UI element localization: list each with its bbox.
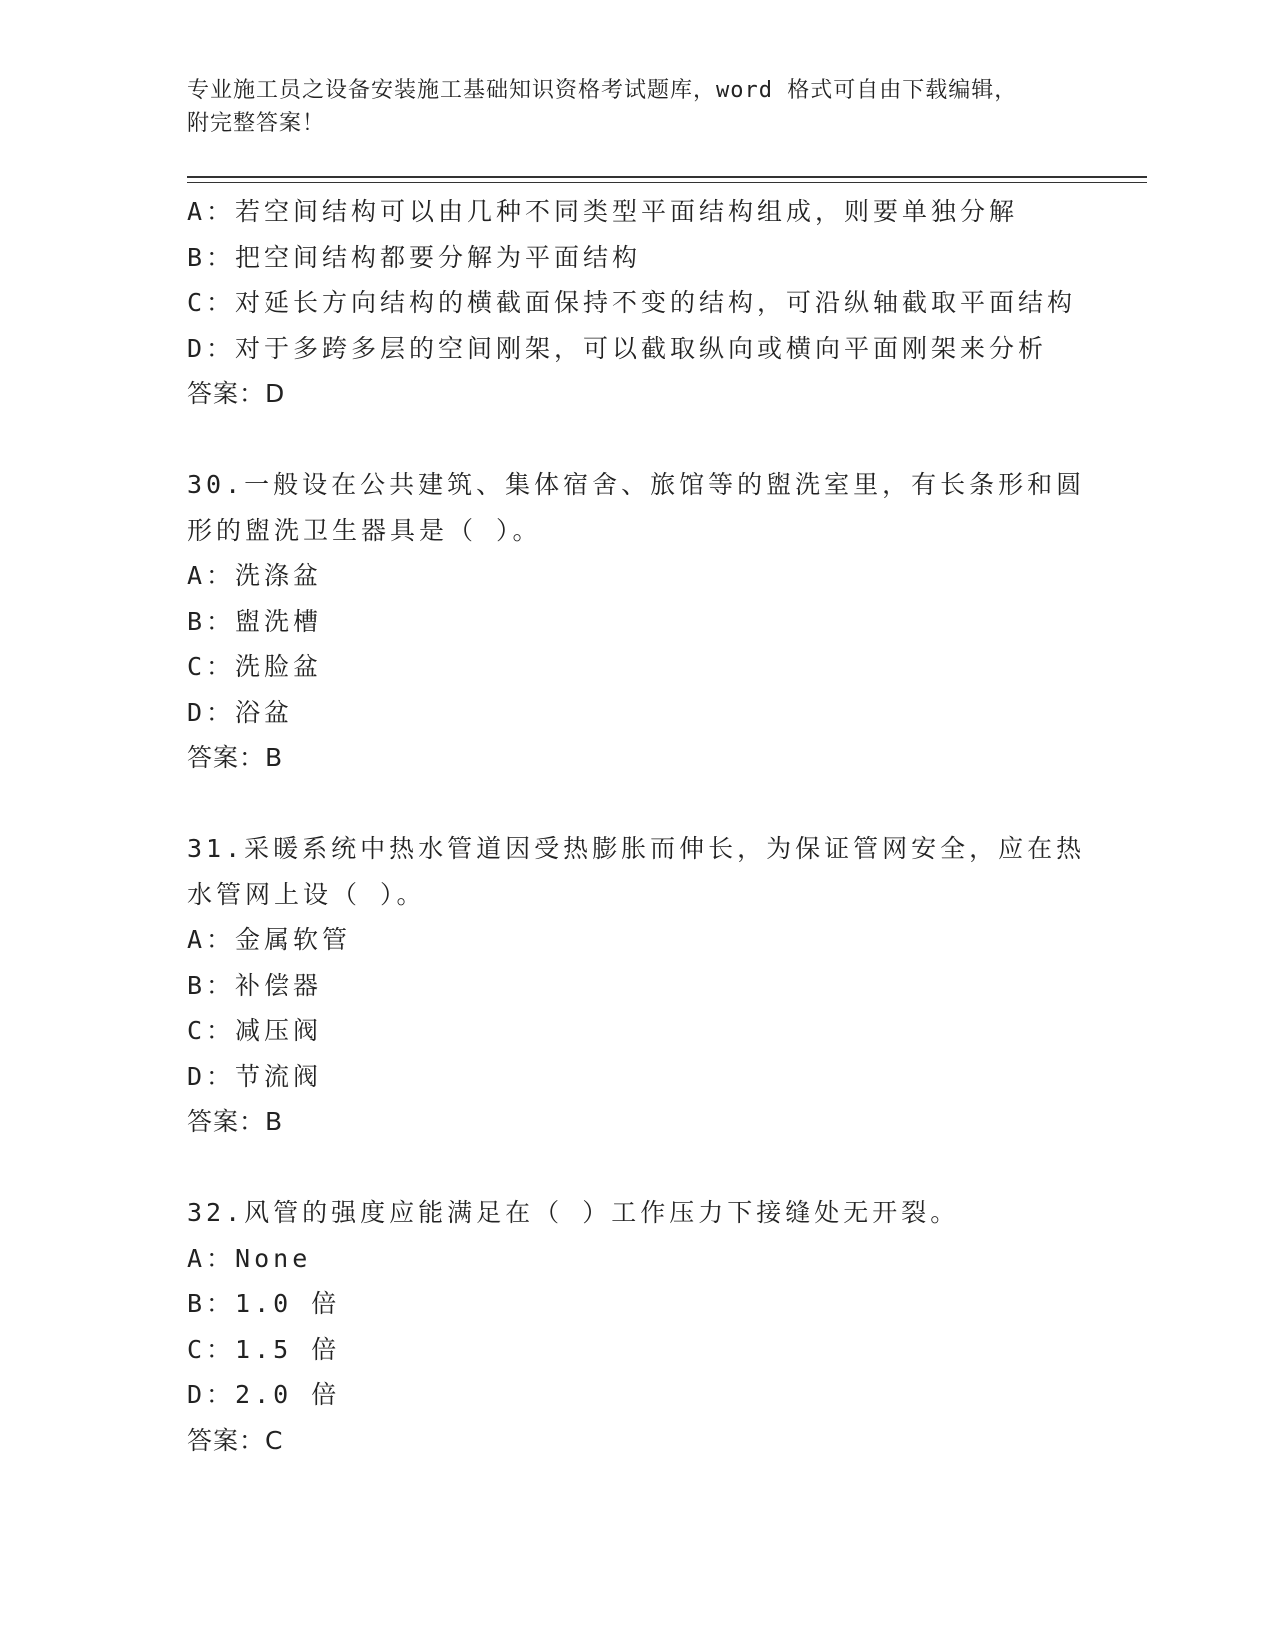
option-d: D：节流阀 xyxy=(187,1061,323,1091)
option-a: A：金属软管 xyxy=(187,925,352,954)
option-c: C：1.5 倍 xyxy=(187,1334,341,1364)
header-line-1: 专业施工员之设备安装施工基础知识资格考试题库，word 格式可自由下载编辑， xyxy=(187,78,1018,103)
option-b: B：盥洗槽 xyxy=(187,606,323,636)
option-a: A：洗涤盆 xyxy=(187,561,323,590)
question-stem-line-2: 水管网上设（ ）。 xyxy=(187,879,426,909)
question-block-31 xyxy=(187,826,1087,1145)
answer-line: 答案：C xyxy=(187,1425,284,1455)
option-a: A：若空间结构可以由几种不同类型平面结构组成，则要单独分解 xyxy=(187,197,1019,226)
spacer xyxy=(187,417,1087,463)
answer-line: 答案：B xyxy=(187,743,284,772)
header-line-2: 附完整答案！ xyxy=(187,111,326,136)
question-stem-line-1: 32.风管的强度应能满足在（ ）工作压力下接缝处无开裂。 xyxy=(187,1198,960,1227)
option-b: B：1.0 倍 xyxy=(187,1289,341,1318)
option-c: C：对延长方向结构的横截面保持不变的结构，可沿纵轴截取平面结构 xyxy=(187,288,1077,317)
option-c: C：减压阀 xyxy=(187,1016,323,1045)
option-d: D：2.0 倍 xyxy=(187,1380,341,1409)
question-block-29 xyxy=(187,189,1087,417)
option-a: A：None xyxy=(187,1243,312,1273)
question-block-30 xyxy=(187,462,1087,781)
question-stem-line-1: 30.一般设在公共建筑、集体宿舍、旅馆等的盥洗室里，有长条形和圆 xyxy=(187,470,1086,499)
header-divider-thick xyxy=(187,176,1147,178)
question-stem-line-1: 31.采暖系统中热水管道因受热膨胀而伸长，为保证管网安全，应在热 xyxy=(187,834,1086,863)
header-divider-thin xyxy=(187,182,1147,183)
answer-line: 答案：D xyxy=(187,379,286,408)
option-b: B：把空间结构都要分解为平面结构 xyxy=(187,242,642,272)
question-block-32 xyxy=(187,1190,1087,1463)
question-list xyxy=(187,189,1087,1463)
option-b: B：补偿器 xyxy=(187,970,323,1000)
question-stem-line-2: 形的盥洗卫生器具是（ ）。 xyxy=(187,515,542,545)
option-d: D：浴盆 xyxy=(187,697,294,727)
spacer xyxy=(187,781,1087,827)
document-header xyxy=(187,74,1147,140)
option-d: D：对于多跨多层的空间刚架，可以截取纵向或横向平面刚架来分析 xyxy=(187,333,1048,363)
spacer xyxy=(187,1145,1087,1191)
answer-line: 答案：B xyxy=(187,1107,284,1136)
option-c: C：洗脸盆 xyxy=(187,652,323,681)
